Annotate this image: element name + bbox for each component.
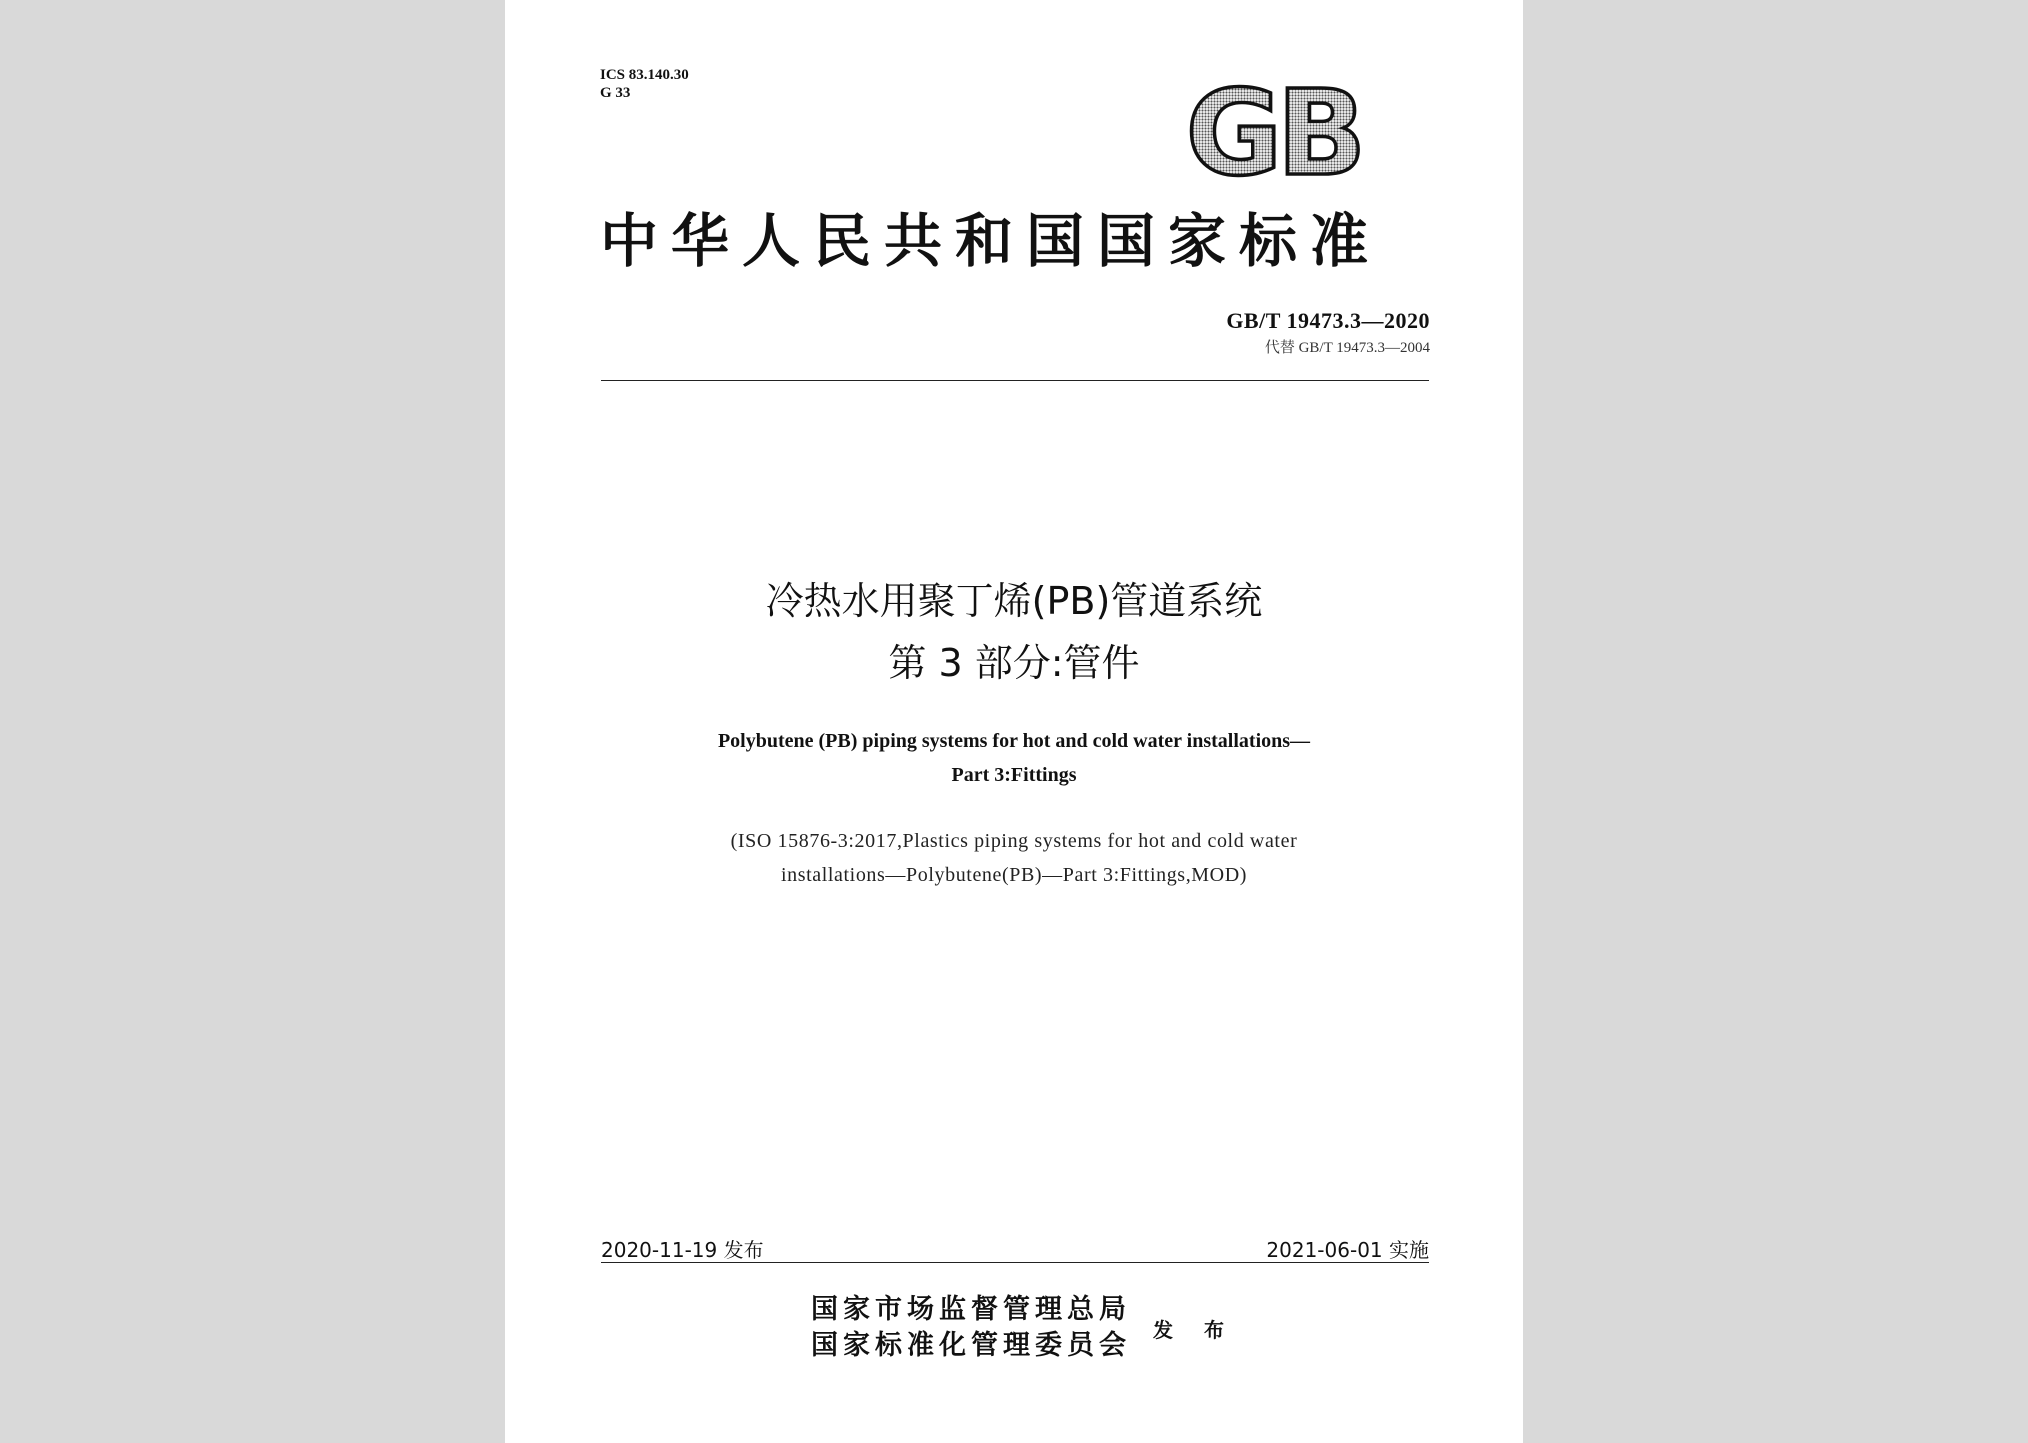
ics-code: ICS 83.140.30 — [600, 67, 689, 83]
iso-reference-line-1: (ISO 15876-3:2017,Plastics piping systems for hot and cold water — [730, 830, 1298, 852]
iso-reference-line-2: installations—Polybutene(PB)—Part 3:Fittings,MOD) — [780, 864, 1248, 886]
publish-label: 发 布 — [1153, 1317, 1236, 1342]
english-title-line-2: Part 3:Fittings — [951, 764, 1077, 786]
top-divider — [601, 380, 1429, 381]
svg-text:GB: GB — [1185, 76, 1361, 186]
publisher-org-1: 国家市场监督管理总局 — [811, 1294, 1131, 1325]
english-title-line-1: Polybutene (PB) piping systems for hot and cold water installations— — [717, 730, 1311, 752]
document-page — [505, 0, 1523, 1443]
bottom-divider — [601, 1262, 1429, 1263]
implementation-date: 2021-06-01 实施 — [1266, 1238, 1429, 1262]
national-standard-title: 中华人民共和国国家标准 — [600, 207, 1382, 275]
chinese-title-line-1: 冷热水用聚丁烯(PB)管道系统 — [765, 579, 1263, 623]
iso-reference — [505, 824, 1523, 892]
issue-date: 2020-11-19 发布 — [601, 1238, 764, 1262]
gb-logo — [1168, 76, 1378, 186]
chinese-title — [505, 570, 1523, 694]
standard-number-block — [1226, 308, 1430, 357]
chinese-title-line-2: 第 3 部分:管件 — [888, 641, 1140, 685]
publisher-organizations — [811, 1292, 1131, 1364]
publisher-org-2: 国家标准化管理委员会 — [811, 1330, 1131, 1361]
classification-codes — [600, 66, 689, 102]
replaces-standard: 代替 GB/T 19473.3—2004 — [1264, 340, 1430, 356]
english-title — [505, 724, 1523, 792]
publisher-block — [811, 1292, 1236, 1364]
ccs-code: G 33 — [600, 85, 631, 101]
standard-number: GB/T 19473.3—2020 — [1226, 308, 1430, 333]
